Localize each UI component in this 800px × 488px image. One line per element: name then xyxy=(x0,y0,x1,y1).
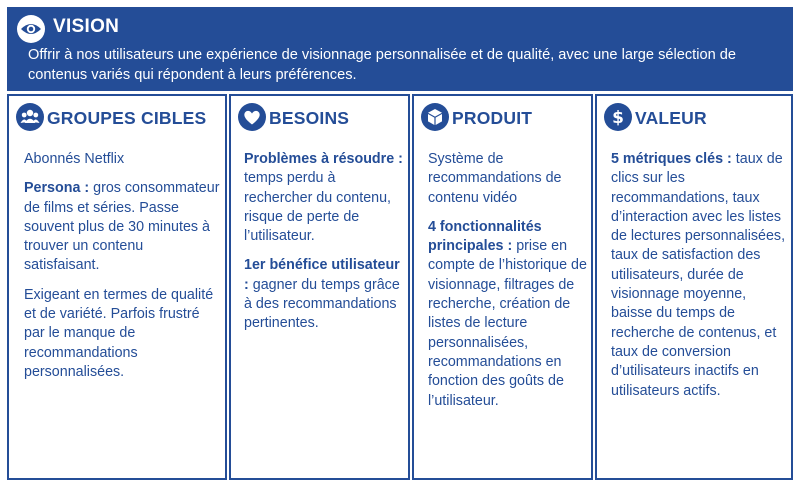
persona-details: Exigeant en termes de qualité et de variété. Parfois frustré par le manque de recommandations personnalisées. xyxy=(24,286,214,380)
target-audience: Abonnés Netflix xyxy=(24,151,125,167)
metrics-paragraph xyxy=(611,150,791,401)
vision-title: VISION xyxy=(53,16,120,37)
vision-text: Offrir à nos utilisateurs une expérience de visionnage personnalisée et de qualité, avec une large sélection de contenus variés qui répondent à leurs préférences. xyxy=(28,47,736,83)
features-label: 4 fonctionnalités principales : xyxy=(428,218,542,255)
svg-text:$: $ xyxy=(612,108,624,128)
produit-heading: PRODUIT xyxy=(452,108,533,128)
eye-icon xyxy=(17,15,45,43)
groupes-cibles-body xyxy=(24,150,222,392)
benefit-text: gagner du temps grâce à des recommandations pertinentes. xyxy=(244,276,400,332)
besoins-body xyxy=(244,150,404,344)
features-text: prise en compte de l’historique de visionnage, filtrages de recherche, création de listes de lecture personnalisées, recommandations en fonction des goûts de l’utilisateur. xyxy=(428,238,587,409)
problems-label: Problèmes à résoudre : xyxy=(244,151,403,167)
cube-icon xyxy=(421,103,449,131)
column-besoins xyxy=(229,94,410,480)
persona-text: gros consommateur de films et séries. Passe souvent plus de 30 minutes à trouver un contenu satisfaisant. xyxy=(24,180,220,274)
dollar-icon xyxy=(604,103,632,131)
vision-banner xyxy=(7,7,793,91)
metrics-text: taux de clics sur les recommandations, taux d’interaction avec les listes de lectures personnalisées, taux de satisfaction des utilisateurs, durée de visionnage moyenne, baisse du temps de recherche de contenus, et taux de conversion d’utilisateurs inactifs en utilisateurs actifs. xyxy=(611,151,786,399)
column-groupes-cibles xyxy=(7,94,227,480)
features-paragraph xyxy=(428,218,588,411)
column-produit xyxy=(412,94,593,480)
persona-label: Persona : xyxy=(24,180,90,197)
column-valeur xyxy=(595,94,793,480)
benefit-paragraph xyxy=(244,256,404,333)
product-description: Système de recommandations de contenu vidéo xyxy=(428,151,562,206)
besoins-heading: BESOINS xyxy=(269,108,350,128)
problems-text: temps perdu à rechercher du contenu, risque de perte de l’utilisateur. xyxy=(244,170,392,245)
valeur-body xyxy=(611,150,791,411)
groupes-cibles-heading: GROUPES CIBLES xyxy=(47,108,207,128)
persona-paragraph xyxy=(24,179,222,275)
benefit-label: 1er bénéfice utilisateur : xyxy=(244,257,400,293)
metrics-label: 5 métriques clés : xyxy=(611,151,732,167)
produit-body xyxy=(428,150,588,421)
heart-icon xyxy=(238,103,266,131)
problems-paragraph xyxy=(244,150,404,246)
users-icon xyxy=(16,103,44,131)
valeur-heading: VALEUR xyxy=(635,108,707,128)
